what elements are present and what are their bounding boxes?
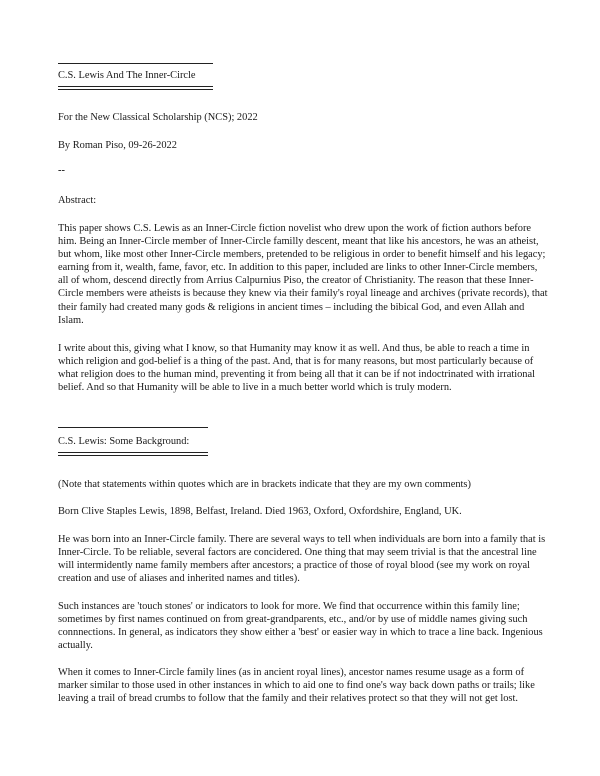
abstract-label: Abstract: bbox=[58, 195, 97, 206]
body-paragraph-1: He was born into an Inner-Circle family. There are several ways to tell when individuals are born into a family that is Inner-Circle. To be reliable, several factors are concidered. One thing that may seem trivial is that the ancestral line will intermidently name family members after ancestors; a practice of those of royal blood (see my work on royal creation and use of aliases and inherited names and titles). bbox=[58, 534, 546, 585]
subtitle: For the New Classical Scholarship (NCS); 2022 bbox=[58, 112, 258, 123]
title-rule-top bbox=[58, 63, 213, 64]
title-rule-bottom bbox=[58, 86, 213, 90]
section-rule-bottom bbox=[58, 452, 208, 456]
section-heading: C.S. Lewis: Some Background: bbox=[58, 436, 190, 447]
body-paragraph-3: When it comes to Inner-Circle family lines (as in ancient royal lines), ancestor names resume usage as a form of marker similar to those used in other instances in which to aid one to find one's way back down paths or trails; like leaving a trail of bread crumbs to follow that the family and their relatives protect so that they will not get lost. bbox=[58, 667, 535, 705]
byline: By Roman Piso, 09-26-2022 bbox=[58, 140, 177, 151]
note-paragraph: (Note that statements within quotes which are in brackets indicate that they are my own comments) bbox=[58, 479, 471, 490]
section-rule-top bbox=[58, 427, 208, 428]
abstract-paragraph-1: This paper shows C.S. Lewis as an Inner-Circle fiction novelist who drew upon the work of fiction authors before him. Being an Inner-Circle member of Inner-Circle familly descent, meant that like his ancestors, he was an atheist, but whom, like most other Inner-Circle members, pretended to be religious in order to benefit himself and his legacy; earning from it, wealth, fame, favor, etc. In addition to this paper, included are links to other Inner-Circle members, all of whom, descend directly from Arrius Calpurnius Piso, the creator of Christianity. The reason that these Inner-Circle members were atheists is because they knew via their family's royal lineage and archives (private records), that their family had created many gods & religions in ancient times – including the bibical God, and even Allah and Islam. bbox=[58, 223, 548, 326]
document-title: C.S. Lewis And The Inner-Circle bbox=[58, 70, 196, 81]
separator-dashes: -- bbox=[58, 165, 65, 176]
abstract-paragraph-2: I write about this, giving what I know, so that Humanity may know it as well. And thus, be able to reach a time in which religion and god-belief is a thing of the past. And, that is for many reasons, but most particularly because of what religion does to the human mind, preventing it from being all that it can be if not indoctrinated with irrational belief. And so that Humanity will be able to live in a much better world which is truly modern. bbox=[58, 343, 535, 394]
body-paragraph-2: Such instances are 'touch stones' or indicators to look for more. We find that occurrence within this family line; sometimes by first names continued on from great-grandparents, etc., and/or by use of middle names giving such connnections. In general, as indicators they show either a 'best' or easier way in which to trace a line back. Ingenious actually. bbox=[58, 601, 543, 652]
birth-info-paragraph: Born Clive Staples Lewis, 1898, Belfast, Ireland. Died 1963, Oxford, Oxfordshire, England, UK. bbox=[58, 506, 462, 517]
